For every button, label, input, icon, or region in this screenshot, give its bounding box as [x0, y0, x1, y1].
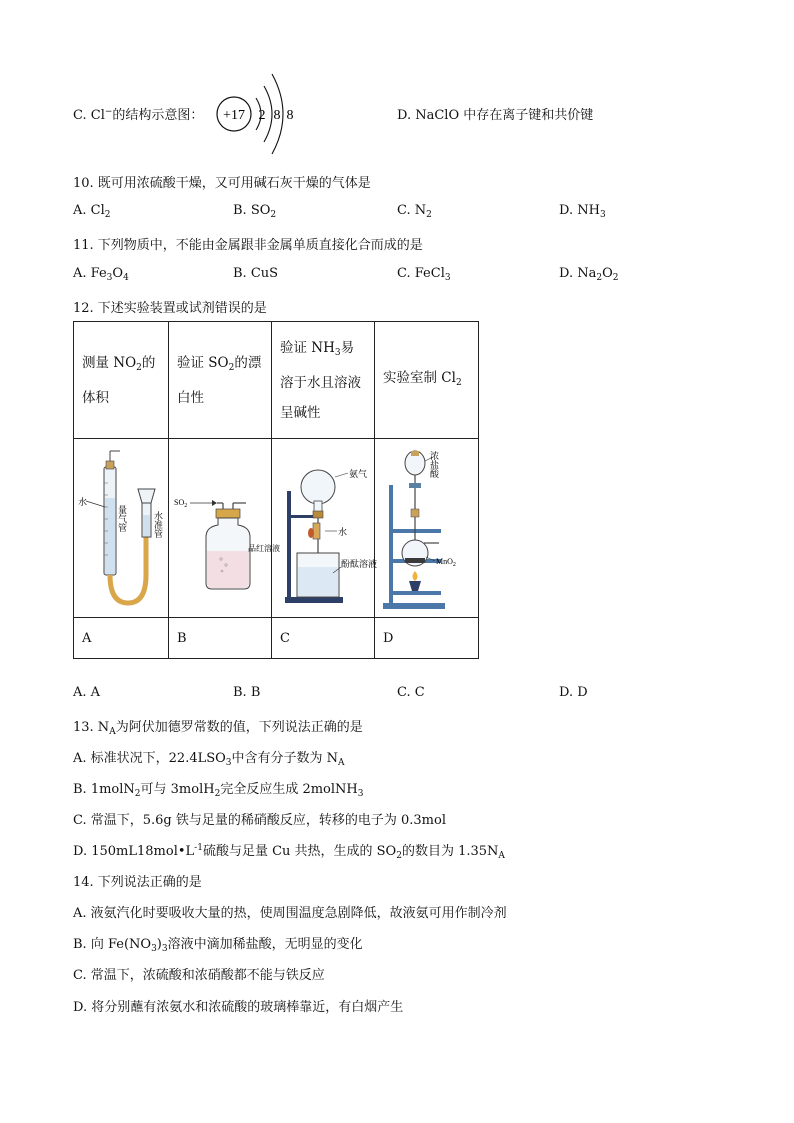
- label-leveling-tube: 水准管: [153, 511, 163, 538]
- shell-3-electrons: 8: [286, 108, 294, 123]
- q12-option-b: B. B: [233, 685, 261, 700]
- gas-burette-apparatus: [76, 443, 166, 613]
- label-phenolphthalein: 酚酞溶液: [341, 559, 378, 569]
- q12-option-a: A. A: [73, 685, 101, 700]
- label-cell-c: C: [272, 618, 375, 659]
- q11-option-c: C. FeCl$_3$: [397, 266, 451, 283]
- figure-cell-a: [74, 439, 169, 618]
- chlorine-generator-apparatus: [377, 443, 477, 613]
- q13-stem: 13. $N_A$为阿伏加德罗常数的值，下列说法正确的是: [73, 720, 363, 737]
- q12-option-c: C. C: [397, 685, 425, 700]
- q12-stem: 12. 下述实验装置或试剂错误的是: [73, 301, 267, 316]
- gas-washing-bottle-apparatus: [170, 443, 280, 613]
- q11-stem: 11. 下列物质中，不能由金属跟非金属单质直接化合而成的是: [73, 238, 423, 253]
- label-cell-b: B: [169, 618, 272, 659]
- q14-option-a: A. 液氨汽化时要吸收大量的热，使周围温度急剧降低，故液氨可用作制冷剂: [73, 906, 507, 921]
- header-cell-b: 验证 $SO_2$的漂白性: [169, 322, 272, 439]
- figure-cell-d: [375, 439, 479, 618]
- q10-stem: 10. 既可用浓硫酸干燥，又可用碱石灰干燥的气体是: [73, 176, 371, 191]
- fountain-experiment-apparatus: [273, 443, 378, 613]
- shell-2-electrons: 8: [273, 108, 281, 123]
- q10-option-b: B. $SO_2$: [233, 203, 277, 220]
- q13-option-c: C. 常温下，5.6g 铁与足量的稀硝酸反应，转移的电子为 0.3mol: [73, 813, 446, 828]
- q13-option-d: D. $150mL18mol•L^{-1}$硫酸与足量 Cu 共热，生成的 $SO_2$的数目为 $1.35N_A$: [73, 843, 505, 861]
- q11-option-b: B. CuS: [233, 266, 279, 281]
- label-mno2: MnO$_2$: [435, 557, 456, 568]
- header-cell-c: 验证 $NH_3$易溶于水且溶液呈碱性: [272, 322, 375, 439]
- nucleus-charge: +17: [223, 108, 245, 123]
- q9-option-d: D. NaClO 中存在离子键和共价键: [397, 108, 594, 123]
- q9-option-c: C. Cl−的结构示意图：: [73, 107, 204, 123]
- q13-option-b: B. 1molN$_2$可与 3molH$_2$完全反应生成 2molNH$_3$: [73, 782, 364, 799]
- q11-option-d: D. $Na_2O_2$: [559, 266, 619, 283]
- q13-option-a: A. 标准状况下，$22.4LSO_3$中含有分子数为 $N_A$: [73, 751, 345, 768]
- label-water: 水: [338, 527, 348, 537]
- label-conc-hcl: 浓盐酸: [428, 451, 439, 478]
- label-so2: $SO_2$: [174, 498, 188, 509]
- q11-option-a: A. $Fe_3O_4$: [73, 266, 129, 283]
- q14-stem: 14. 下列说法正确的是: [73, 875, 202, 890]
- q12-experiment-table: [73, 321, 479, 659]
- q10-option-d: D. $NH_3$: [559, 203, 606, 220]
- chloride-ion-structure-diagram: [212, 68, 302, 160]
- figure-cell-c: [272, 439, 378, 618]
- header-cell-d: 实验室制 $Cl_2$: [375, 322, 479, 439]
- label-ammonia: 氨气: [349, 469, 368, 479]
- q14-option-d: D. 将分别蘸有浓氨水和浓硫酸的玻璃棒靠近，有白烟产生: [73, 1000, 404, 1015]
- label-measuring-tube: 量气管: [117, 505, 127, 532]
- label-cell-a: A: [74, 618, 169, 659]
- q12-option-d: D. D: [559, 685, 588, 700]
- label-fuchsine-solution: 品红溶液: [248, 544, 280, 553]
- q10-option-a: A. $Cl_2$: [73, 203, 111, 220]
- q14-option-c: C. 常温下，浓硫酸和浓硝酸都不能与铁反应: [73, 968, 325, 983]
- shell-1-electrons: 2: [258, 108, 266, 123]
- q10-option-c: C. $N_2$: [397, 203, 432, 220]
- q14-option-b: B. 向 $Fe(NO_3)_3$溶液中滴加稀盐酸，无明显的变化: [73, 937, 363, 954]
- label-water: 水: [78, 497, 88, 507]
- label-cell-d: D: [375, 618, 479, 659]
- header-cell-a: 测量 $NO_2$的体积: [74, 322, 169, 439]
- figure-cell-b: [169, 439, 280, 618]
